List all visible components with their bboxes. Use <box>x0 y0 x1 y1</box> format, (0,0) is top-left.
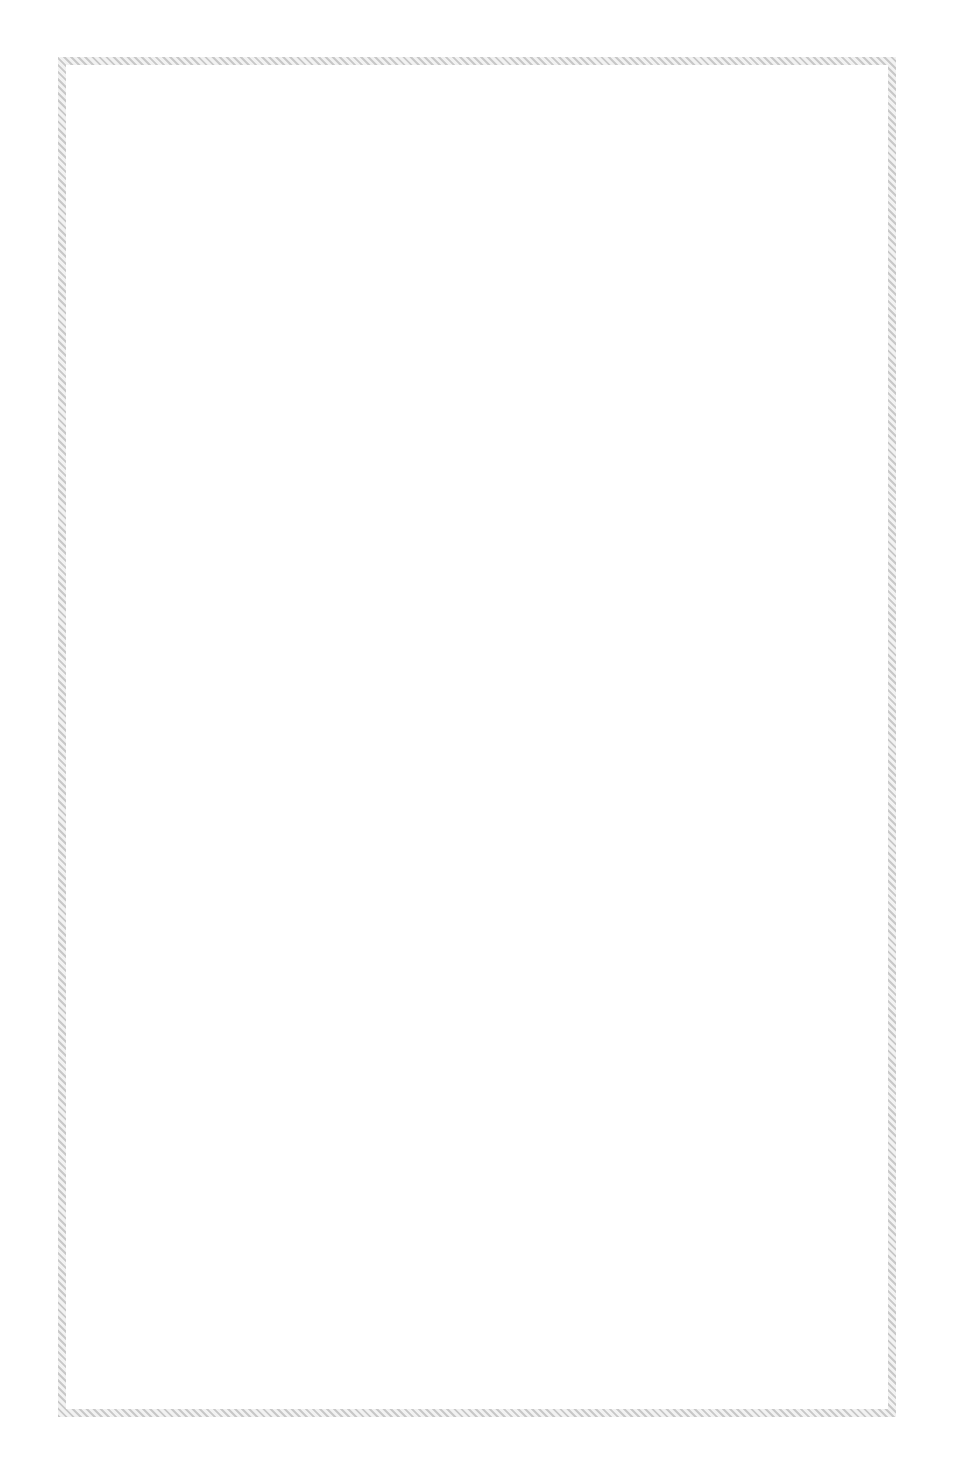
page-border <box>58 57 896 1417</box>
